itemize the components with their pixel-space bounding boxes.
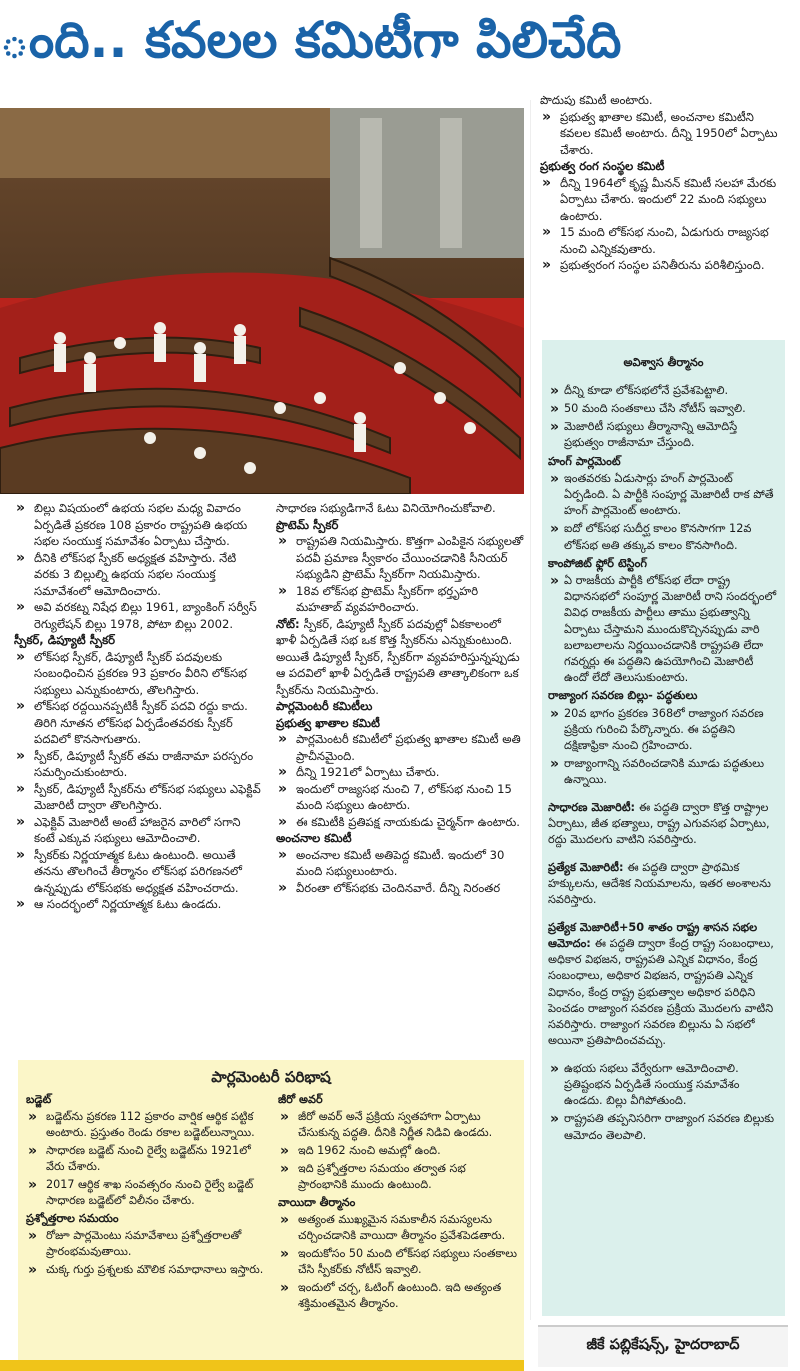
bullet-item: » ఆ సందర్భంలో నిర్ణయాత్మక ఓటు ఉండదు. (14, 896, 262, 913)
section-heading: కాంపోజిట్ ఫ్లోర్ టెస్టింగ్ (548, 556, 647, 570)
section-heading: ప్రొటెమ్ స్పీకర్ (276, 517, 339, 532)
bullet-item: » రాష్ట్రపతి నియమిస్తారు. కొత్తగా ఎంపికైన సభ్యులతో పదవీ ప్రమాణ స్వీకారం చేయించడానికి సీనియర్ సభ్యుడిని ప్రొటెమ్ స్పీకర్‌గా నియమిస్తారు. (276, 533, 524, 583)
section-heading: ప్రశ్నోత్తరాల సమయం (26, 1212, 119, 1225)
glossary-box (18, 1060, 524, 1360)
parliament-photo (0, 108, 524, 494)
bullet-item: » ఈ కమిటీకి ప్రతిపక్ష నాయకుడు చైర్మన్‌గా ఉంటారు. (276, 814, 524, 831)
section-heading: స్పీకర్, డిప్యూటీ స్పీకర్ (14, 633, 116, 647)
bullet-item: » రోజూ పార్లమెంటు సమావేశాలు ప్రశ్నోత్తరాలతో ప్రారంభమవుతాయి. (26, 1228, 270, 1260)
bullet-item: » దీన్ని 1964లో కృష్ణ మీనన్ కమిటీ సలహా మేరకు ఏర్పాటు చేశారు. ఇందులో 22 మంది సభ్యులు ఉంటారు. (540, 175, 788, 225)
bullet-item: » అంచనాల కమిటీ అతిపెద్ద కమిటీ. ఇందులో 30 మంది సభ్యులుంటారు. (276, 847, 524, 880)
paragraph (276, 616, 524, 699)
box-title: అవిశ్వాస తీర్మానం (623, 356, 704, 370)
section-heading: ప్రభుత్వ రంగ సంస్థల కమిటీ (540, 159, 665, 173)
column-divider (530, 100, 531, 1320)
inline-text: ఈ పద్ధతి ద్వారా కేంద్ర రాష్ట్ర సంబంధాలు, అధికార విభజన, రాష్ట్రపతి ఎన్నిక విధానం, కేంద్ర సంబంధాలు, అధికార విభజన, రాష్ట్రపతి ఎన్నిక విధానం, కేంద్ర రాష్ట్ర ప్రభుత్వాల అధికార పరిధిని పెంచడం రాజ్యాంగ సవరణ ప్రక్రియ మొదలగు వాటిని సవరిస్తారు. రాజ్యాంగ సవరణ బిల్లును ఏ సభలో అయినా ప్రతిపాదించవచ్చు. (548, 936, 774, 1048)
bullet-item: » 20వ భాగం ప్రకరణ 368లో రాజ్యాంగ సవరణ ప్రక్రియ గురించి పేర్కొన్నారు. ఈ పద్ధతిని దక్షిణాఫ్రికా నుంచి గ్రహించారు. (548, 706, 779, 755)
paragraph (548, 920, 779, 1050)
middle-column (276, 500, 524, 896)
bullet-item: » రాజ్యాంగాన్ని సవరించడానికి మూడు పద్ధతులు ఉన్నాయి. (548, 756, 779, 788)
section-heading: జీరో అవర్ (278, 1093, 323, 1106)
inline-label: ప్రత్యేక మెజారిటీ: (548, 860, 628, 874)
bullet-item: » ఇంతవరకు ఏడుసార్లు హంగ్ పార్లమెంట్ ఏర్పడింది. ఏ పార్టీకి సంపూర్ణ మెజారిటీ రాక పోతే హంగ్ పార్లమెంట్ అంటారు. (548, 471, 779, 520)
inline-text: స్పీకర్, డిప్యూటీ స్పీకర్ పదవుల్లో ఏకకాలంలో ఖాళీ ఏర్పడితే సభ ఒక కొత్త స్పీకర్‌ను ఎన్నుకుంటుంది. అయితే డిప్యూటీ స్పీకర్, స్పీకర్‌గా వ్యవహరిస్తున్నప్పుడు ఆ పదవిలో ఖాళీ ఏర్పడితే రాష్ట్రపతి తాత్కాలికంగా ఒక స్పీకర్‌ను నియమిస్తారు. (276, 616, 520, 697)
bullet-item: » దీన్ని 1921లో ఏర్పాటు చేశారు. (276, 764, 524, 781)
bullet-item: » రాష్ట్రపతి తప్పనిసరిగా రాజ్యాంగ సవరణ బిల్లుకు ఆమోదం తెలపాలి. (548, 1111, 779, 1143)
bullet-item: » బడ్జెట్‌ను ప్రకరణ 112 ప్రకారం వార్షిక ఆర్థిక పట్టిక అంటారు. ప్రస్తుతం రెండు రకాల బడ్జెట్‌లున్నాయి. (26, 1109, 270, 1141)
bullet-item: » ఉభయ సభలు వేర్వేరుగా ఆమోదించాలి. ప్రతిష్టంభన ఏర్పడితే సంయుక్త సమావేశం ఉండదు. బిల్లు వీగిపోతుంది. (548, 1061, 779, 1110)
bullet-item: » 50 మంది సంతకాలు చేసి నోటీస్ ఇవ్వాలి. (548, 401, 779, 417)
bullet-item: » స్పీకర్, డిప్యూటీ స్పీకర్‌ను లోక్‌సభ సభ్యులు ఎఫెక్టివ్ మెజారిటీ ద్వారా తొలగిస్తారు. (14, 781, 262, 814)
paragraph (548, 800, 779, 849)
inline-label: ప్రత్యేక మెజారిటీ+50 శాతం రాష్ట్ర శాసన సభల ఆమోదం: (548, 920, 758, 950)
bullet-item: » ప్రభుత్వరంగ సంస్థల పనితీరును పరిశీలిస్తుంది. (540, 257, 788, 274)
inline-text: ఈ పద్ధతి ద్వారా కొత్త రాష్ట్రాల ఏర్పాటు, జీత భత్యాలు, రాష్ట్ర ఎగువసభ ఏర్పాటు, రద్దు మొదలగు వాటిని సవరిస్తారు. (548, 800, 770, 847)
bullet-item: » అవి వరకట్న నిషేధ బిల్లు 1961, బ్యాంకింగ్ సర్వీస్ రెగ్యులేషన్ బిల్లు 1978, పోటా బిల్లు 2002. (14, 599, 262, 632)
bullet-item: » దీన్ని కూడా లోక్‌సభలోనే ప్రవేశపెట్టాలి. (548, 383, 779, 399)
inline-text: ఈ పద్ధతి ద్వారా ప్రాథమిక హక్కులను, ఆదేశిక నియమాలను, ఇతర అంశాలను సవరిస్తారు. (548, 860, 771, 907)
bullet-item: » చుక్క గుర్తు ప్రశ్నలకు మౌలిక సమాధానాలు ఇస్తారు. (26, 1262, 270, 1278)
parliament-photo-icon (0, 108, 524, 494)
top-right-column (540, 92, 788, 274)
bullet-item: » స్పీకర్, డిప్యూటీ స్పీకర్ తమ రాజీనామా పరస్పరం సమర్పించుకుంటారు. (14, 748, 262, 781)
bullet-item: » ప్రభుత్వ ఖాతాల కమిటీ, అంచనాల కమిటీని కవలల కమిటీ అంటారు. దీన్ని 1950లో ఏర్పాటు చేశారు. (540, 109, 788, 159)
bullet-item: » సాధారణ బడ్జెట్ నుంచి రైల్వే బడ్జెట్‌ను 1921లో వేరు చేశారు. (26, 1143, 270, 1175)
bullet-item: » ఇది 1962 నుంచి అమల్లో ఉంది. (278, 1143, 518, 1159)
section-heading: ప్రభుత్వ ఖాతాల కమిటీ (276, 715, 380, 730)
bullet-item: » ఇందుకోసం 50 మంది లోక్‌సభ సభ్యులు సంతకాలు చేసి స్పీకర్‌కు నోటీస్ ఇవ్వాలి. (278, 1246, 518, 1278)
paragraph: సాధారణ సభ్యుడిగానే ఓటు వినియోగించుకోవాలి. (276, 501, 496, 515)
paragraph: పొదుపు కమిటీ అంటారు. (540, 93, 653, 107)
inline-label: నోట్: (276, 616, 304, 631)
publisher-credit: జీకే పబ్లికేషన్స్, హైదరాబాద్ (538, 1325, 788, 1367)
bullet-item: » పార్లమెంటరీ కమిటీలో ప్రభుత్వ ఖాతాల కమిటీ అతి ప్రాచీనమైంది. (276, 731, 524, 764)
section-heading: వాయిదా తీర్మానం (278, 1196, 356, 1209)
paragraph (548, 860, 779, 909)
bullet-item: » ఏ రాజకీయ పార్టీకి లోక్‌సభ లేదా రాష్ట్ర విధానసభలో సంపూర్ణ మెజారిటీ రాని సందర్భంలో వివిధ రాజకీయ పార్టీలు తాము ప్రభుత్వాన్ని ఏర్పాటు చేస్తామని ముందుకొచ్చినప్పుడు వారి బలాబలాలను నిర్ణయించడానికి రాష్ట్రపతి లేదా గవర్నర్లు ఈ పద్ధతిని ఉపయోగించి మెజారిటీ ఉందో లేదో తెలుసుకుంటారు. (548, 573, 779, 686)
section-heading: హంగ్ పార్లమెంట్ (548, 454, 621, 468)
bullet-item: » లోక్‌సభ రద్దయినప్పటికీ స్పీకర్ పదవి రద్దు కాదు. తిరిగి నూతన లోక్‌సభ ఏర్పడేంతవరకు స్పీకర్ పదవిలో కొనసాగుతారు. (14, 698, 262, 748)
bullet-item: » వీరంతా లోక్‌సభకు చెందినవారే. దీన్ని నిరంతర (276, 880, 524, 897)
bullet-item: » జీరో అవర్ అనే ప్రక్రియ స్వతహాగా ఏర్పాటు చేసుకున్న పద్ధతి. దీనికి నిర్ణీత నిడివి ఉండదు. (278, 1109, 518, 1141)
inline-label: సాధారణ మెజారిటీ: (548, 800, 639, 814)
bullet-item: » దీనికి లోక్‌సభ స్పీకర్ అధ్యక్షత వహిస్తారు. నేటి వరకు 3 బిల్లుల్ని ఉభయ సభల సంయుక్త సమావేశంలో ఆమోదించారు. (14, 550, 262, 600)
bullet-item: » ఎఫెక్టివ్ మెజారిటీ అంటే హాజరైన వారిలో సగాని కంటే ఎక్కువ సభ్యులు ఆమోదించాలి. (14, 814, 262, 847)
headline: ంది.. కవలల కమిటీగా పిలిచేది (0, 11, 622, 69)
bullet-item: » ఇందులో చర్చ, ఓటింగ్ ఉంటుంది. ఇది అత్యంత శక్తిమంతమైన తీర్మానం. (278, 1280, 518, 1312)
bullet-item: » అత్యంత ముఖ్యమైన సమకాలీన సమస్యలను చర్చించడానికి వాయిదా తీర్మానం ప్రవేశపెడతారు. (278, 1212, 518, 1244)
glossary-right-column (278, 1090, 518, 1314)
bullet-item: » బిల్లు విషయంలో ఉభయ సభల మధ్య వివాదం ఏర్పడితే ప్రకరణ 108 ప్రకారం రాష్ట్రపతి ఉభయ సభల సంయుక్త సమావేశం ఏర్పాటు చేస్తారు. (14, 500, 262, 550)
bullet-item: » 18వ లోక్‌సభ ప్రొటెమ్ స్పీకర్‌గా భర్తృహరి మహతాబ్ వ్యవహరించారు. (276, 583, 524, 616)
bullet-item: » మెజారిటీ సభ్యులు తీర్మానాన్ని ఆమోదిస్తే ప్రభుత్వం రాజీనామా చేస్తుంది. (548, 419, 779, 451)
bullet-item: » స్పీకర్‌కు నిర్ణయాత్మక ఓటు ఉంటుంది. అయితే తనను తొలగించే తీర్మానం లోక్‌సభ పరిగణనలో ఉన్నప్పుడు లోక్‌సభకు అధ్యక్షత వహించరాదు. (14, 847, 262, 897)
bullet-item: » ఇందులో రాజ్యసభ నుంచి 7, లోక్‌సభ నుంచి 15 మంది సభ్యులు ఉంటారు. (276, 781, 524, 814)
section-heading: పార్లమెంటరీ కమిటీలు (276, 699, 373, 713)
bullet-item: » ఇది ప్రశ్నోత్తరాల సమయం తర్వాత సభ ప్రారంభానికి ముందు ఉంటుంది. (278, 1161, 518, 1193)
bottom-accent-bar (0, 1360, 524, 1371)
section-heading: రాజ్యాంగ సవరణ బిల్లు- పద్ధతులు (548, 689, 698, 703)
section-heading: బడ్జెట్ (26, 1093, 52, 1106)
bullet-item: » ఐదో లోక్‌సభ సుదీర్ఘ కాలం కొనసాగగా 12వ లోక్‌సభ అతి తక్కువ కాలం కొనసాగింది. (548, 521, 779, 553)
bullet-item: » 2017 ఆర్థిక శాఖ సంవత్సరం నుంచి రైల్వే బడ్జెట్ సాధారణ బడ్జెట్‌లో విలీనం చేశారు. (26, 1177, 270, 1209)
glossary-title: పార్లమెంటరీ పరిభాష (211, 1068, 331, 1086)
teal-info-box (542, 340, 785, 1316)
bullet-item: » లోక్‌సభ స్పీకర్, డిప్యూటీ స్పీకర్ పదవులకు సంబంధించిన ప్రకరణ 93 ప్రకారం వీరిని లోక్‌సభ సభ్యులు ఎన్నుకుంటారు, తొలగిస్తారు. (14, 649, 262, 699)
left-column (14, 500, 262, 913)
glossary-left-column (26, 1090, 270, 1280)
section-heading: అంచనాల కమిటీ (276, 831, 352, 845)
bullet-item: » 15 మంది లోక్‌సభ నుంచి, ఏడుగురు రాజ్యసభ నుంచి ఎన్నికవుతారు. (540, 224, 788, 257)
